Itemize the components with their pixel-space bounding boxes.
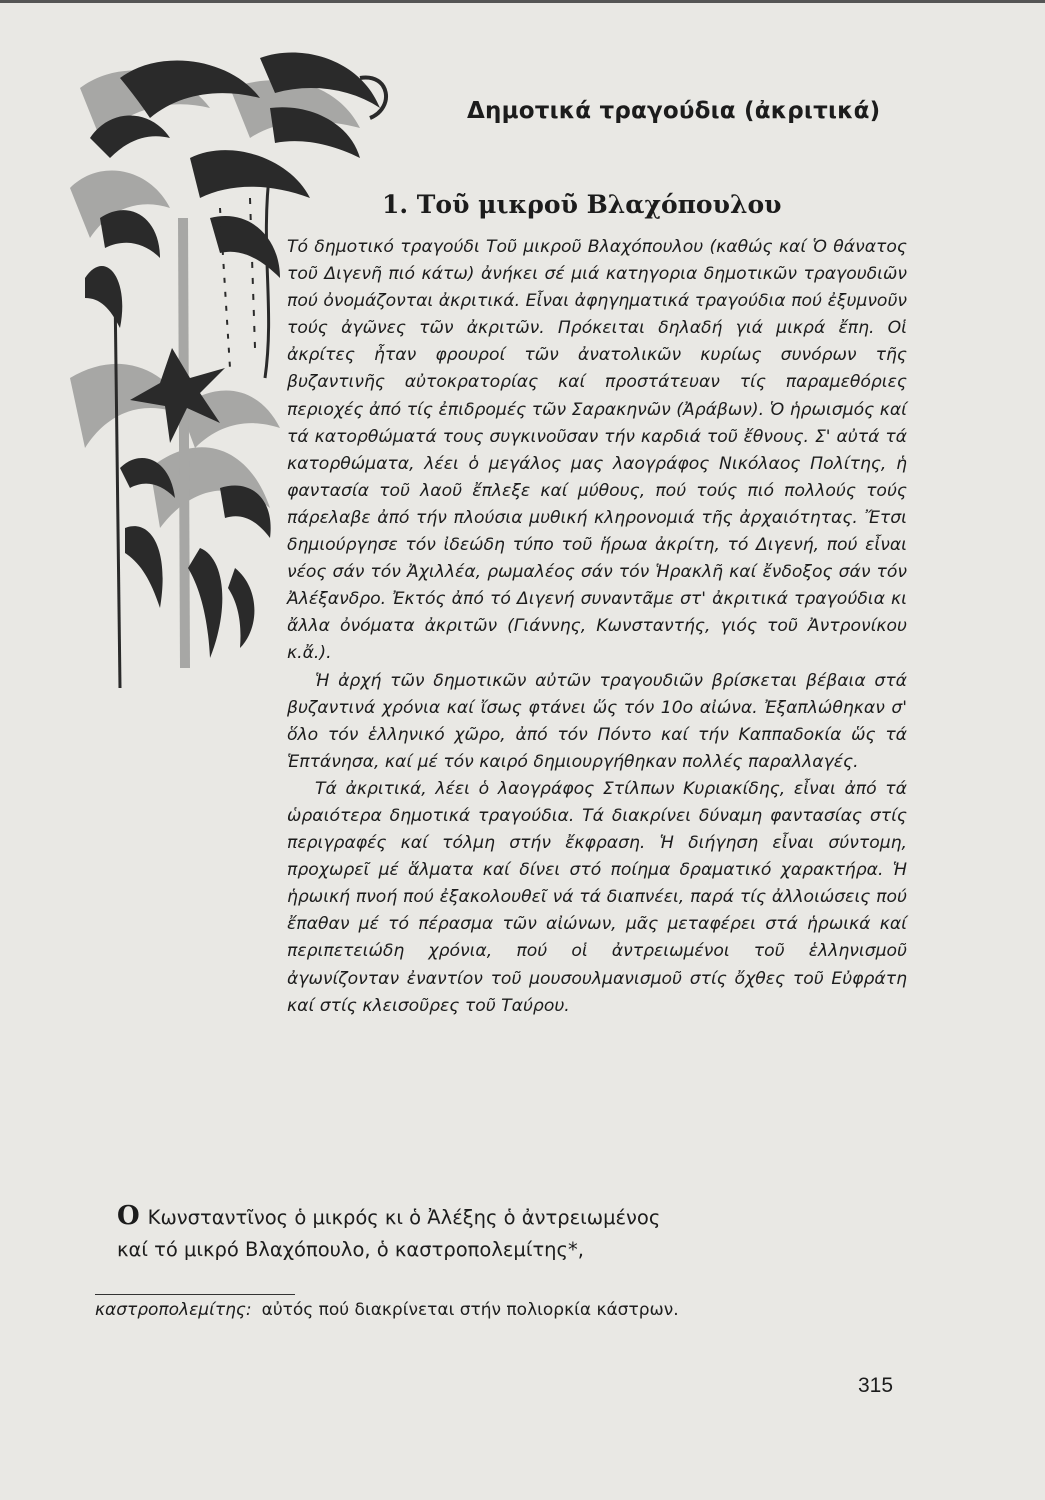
page-number: 315 <box>858 1374 894 1397</box>
drop-initial: Ο <box>117 1201 140 1231</box>
intro-paragraph: Τά ἀκριτικά, λέει ὁ λαογράφος Στίλπων Κυριακίδης, εἶναι ἀπό τά ὡραιότερα δημοτικά τραγούδια. Τά διακρίνει δύναμη φαντασίας στίς περιγραφές καί τόλμη στήν ἔκφραση. Ἡ διήγηση εἶναι σύντομη, προχωρεῖ μέ ἅλματα καί δίνει στό ποίημα δραματικό χαρακτήρα. Ἡ ἡρωική πνοή πού ἐξακολουθεῖ νά τά διαπνέει, παρά τίς ἀλλοιώσεις πού ἔπαθαν μέ τό πέρασμα τῶν αἰώνων, μᾶς μεταφέρει στά ἡρωικά καί περιπετειώδη χρόνια, πού οἱ ἀντρειωμένοι τοῦ ἑλληνισμοῦ ἀγωνίζονταν ἐναντίον τοῦ μουσουλμανισμοῦ στίς ὄχθες τοῦ Εὐφράτη καί στίς κλεισοῦρες τοῦ Ταύρου. <box>287 778 907 1016</box>
verse-line-text: Κωνσταντῖνος ὁ μικρός κι ὁ Ἀλέξης ὁ ἀντρειωμένος <box>147 1206 661 1229</box>
scroll-leaf <box>228 568 254 648</box>
verse-line: καί τό μικρό Βλαχόπουλο, ὁ καστροπολεμίτης*, <box>117 1238 584 1261</box>
scroll-leaf <box>190 150 310 198</box>
scroll-leaf <box>188 548 222 658</box>
scroll-leaf <box>125 526 163 608</box>
intro-paragraph: Ἡ ἀρχή τῶν δημοτικῶν αὐτῶν τραγουδιῶν βρίσκεται βέβαια στά βυζαντινά χρόνια καί ἴσως φτάνει ὥς τόν 10ο αἰώνα. Ἐξαπλώθηκαν σ' ὅλο τόν ἑλληνικό χῶρο, ἀπό τόν Πόντο καί τήν Καππαδοκία ὥς τά Ἑπτάνησα, καί μέ τόν καιρό δημιουργήθηκαν πολλές παραλλαγές. <box>287 670 907 772</box>
scroll-leaf <box>100 210 160 258</box>
footnote-rule <box>95 1294 295 1295</box>
intro-text <box>287 234 907 1020</box>
verse-line <box>117 1200 877 1234</box>
footnote <box>95 1300 915 1320</box>
page-top-edge <box>0 0 1045 3</box>
curl-stroke <box>265 168 270 378</box>
intro-paragraph: Τό δημοτικό τραγούδι Τοῦ μικροῦ Βλαχόπουλου (καθώς καί Ὁ θάνατος τοῦ Διγενῆ πιό κάτω) ἀνήκει σέ μιά κατηγορια δημοτικῶν τραγουδιῶν πού ὀνομάζονται ἀκριτικά. Εἶναι ἀφηγηματικά τραγούδια πού ἐξυμνοῦν τούς ἀγῶνες τῶν ἀκριτῶν. Πρόκειται δηλαδή γιά μικρά ἔπη. Οἱ ἀκρίτες ἦταν φρουροί τῶν ἀνατολικῶν κυρίως συνόρων τῆς βυζαντινῆς αὐτοκρατορίας καί προστάτευαν τίς παραμεθόριες περιοχές ἀπό τίς ἐπιδρομές τῶν Σαρακηνῶν (Ἀράβων). Ὁ ἡρωισμός καί τά κατορθώματά τους συγκινοῦσαν τήν καρδιά τοῦ ἔθνους. Σ' αὐτά τά κατορθώματα, λέει ὁ μεγάλος μας λαογράφος Νικόλαος Πολίτης, ἡ φαντασία τοῦ λαοῦ ἔπλεξε καί μύθους, πού τούς πιό πολλούς τούς πάρελαβε ἀπό τήν πλούσια μυθική κληρονομιά τῆς ἀρχαιότητας. Ἔτσι δημιούργησε τόν ἰδεώδη τύπο τοῦ ἥρωα ἀκρίτη, τό Διγενή, πού εἶναι νέος σάν τόν Ἀχιλλέα, ρωμαλέος σάν τόν Ἡρακλῆ καί ἔνδοξος σάν τόν Ἀλέξανδρο. Ἐκτός ἀπό τό Διγενή συναντᾶμε στ' ἀκριτικά τραγούδια κι ἄλλα ὀνόματα ἀκριτῶν (Γιάννης, Κωνσταντής, γιός τοῦ Ἀντρονίκου κ.ἄ.). <box>287 237 907 664</box>
poem-verses <box>117 1200 877 1266</box>
footnote-definition: αὐτός πού διακρίνεται στήν πολιορκία κάστρων. <box>261 1300 679 1320</box>
poem-title: 1. Τοῦ μικροῦ Βλαχόπουλου <box>382 190 782 219</box>
curl-stroke <box>115 288 120 688</box>
footnote-term: καστροπολεμίτης: <box>95 1300 252 1320</box>
section-title: Δημοτικά τραγούδια (ἀκριτικά) <box>467 98 881 124</box>
grey-stem <box>178 218 190 668</box>
curl-stroke <box>250 198 255 348</box>
